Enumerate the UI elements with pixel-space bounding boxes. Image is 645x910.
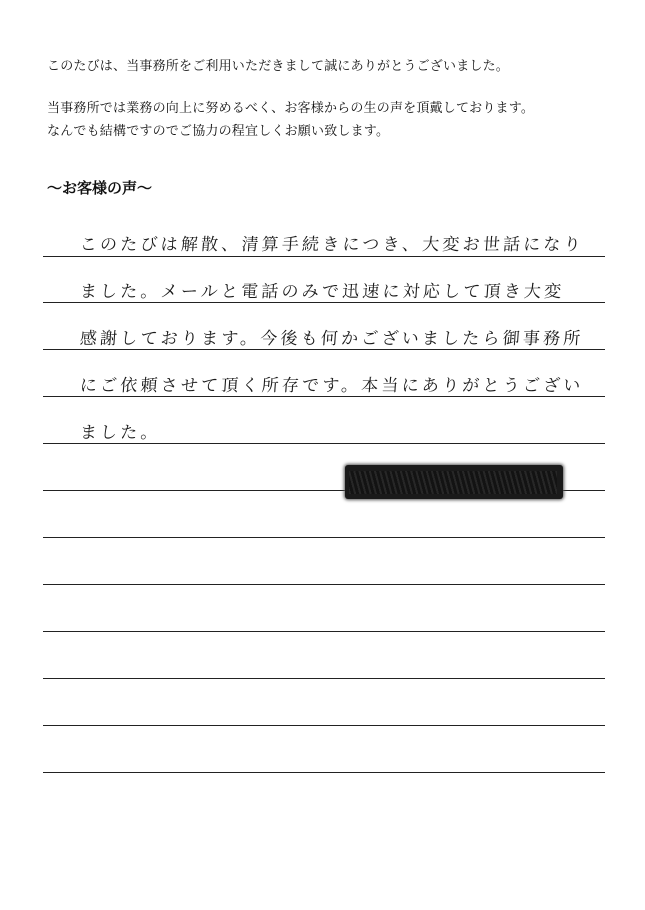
ruled-line bbox=[43, 725, 605, 726]
handwritten-line: このたびは解散、清算手続きにつき、大変お世話になり bbox=[79, 235, 585, 255]
handwritten-line: 感謝しております。今後も何かございましたら御事務所 bbox=[79, 329, 585, 349]
ruled-line bbox=[43, 396, 605, 397]
handwritten-line: ました。 bbox=[79, 423, 162, 443]
ruled-line bbox=[43, 772, 605, 773]
ruled-line bbox=[43, 256, 605, 257]
ruled-line bbox=[43, 584, 605, 585]
intro-request-text: 当事務所では業務の向上に努めるべく、お客様からの生の声を頂戴しております。 bbox=[47, 101, 535, 116]
intro-thanks-text: このたびは、当事務所をご利用いただきまして誠にありがとうございました。 bbox=[47, 59, 510, 74]
handwritten-line: ました。メールと電話のみで迅速に対応して頂き大変 bbox=[79, 282, 565, 302]
ruled-line bbox=[43, 443, 605, 444]
ruled-line bbox=[43, 302, 605, 303]
redacted-signature bbox=[345, 465, 563, 499]
ruled-line bbox=[43, 349, 605, 350]
ruled-line bbox=[43, 678, 605, 679]
customer-voice-heading: ～お客様の声～ bbox=[47, 179, 153, 197]
intro-cooperation-text: なんでも結構ですのでご協力の程宜しくお願い致します。 bbox=[47, 124, 390, 139]
handwritten-line: にご依頼させて頂く所存です。本当にありがとうござい bbox=[79, 376, 585, 396]
ruled-line bbox=[43, 631, 605, 632]
ruled-line bbox=[43, 537, 605, 538]
